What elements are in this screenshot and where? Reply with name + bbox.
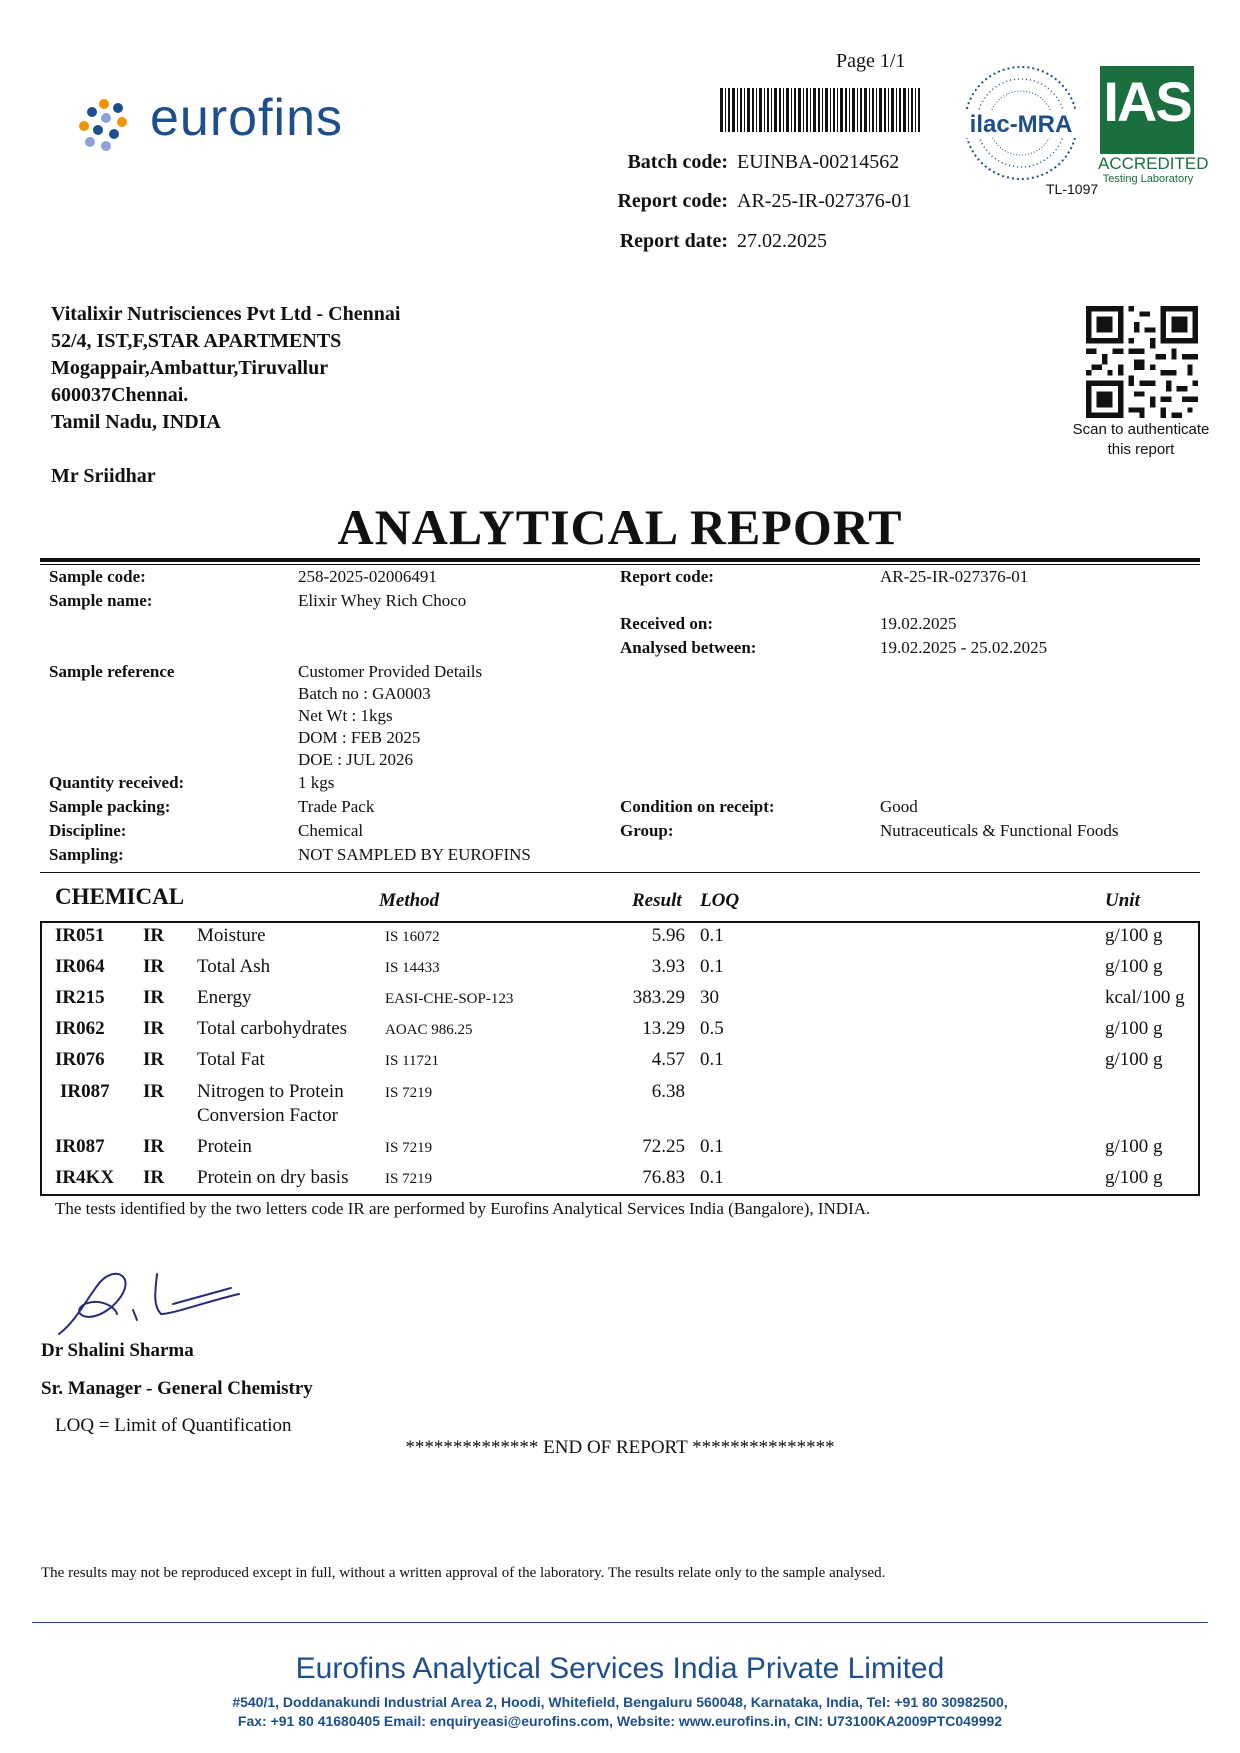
table-row-loq: 0.1 bbox=[700, 1136, 724, 1157]
quantity-value: 1 kgs bbox=[298, 773, 335, 792]
table-row-result: 13.29 bbox=[642, 1018, 685, 1039]
qr-caption-line-1: Scan to authenticate bbox=[1072, 421, 1210, 438]
report-date-label: Report date: bbox=[619, 230, 728, 252]
column-header-result: Result bbox=[632, 890, 682, 911]
table-row-lab: IR bbox=[143, 925, 165, 946]
ias-text: IAS bbox=[1103, 70, 1191, 133]
table-row-loq: 0.5 bbox=[700, 1018, 724, 1039]
sample-reference-line-3: Net Wt : 1kgs bbox=[298, 706, 393, 725]
footer-rule bbox=[32, 1622, 1208, 1623]
table-row-loq: 0.1 bbox=[700, 1167, 724, 1188]
sample-reference-line-4: DOM : FEB 2025 bbox=[298, 728, 421, 747]
table-row-method: IS 16072 bbox=[385, 929, 440, 945]
client-line-1: Vitalixir Nutrisciences Pvt Ltd - Chennai bbox=[51, 303, 401, 325]
table-row-method: IS 7219 bbox=[385, 1140, 433, 1156]
table-row-lab: IR bbox=[143, 956, 165, 977]
table-row-unit: g/100 g bbox=[1105, 925, 1163, 946]
client-contact: Mr Sriidhar bbox=[51, 465, 156, 487]
table-row-code: IR4KX bbox=[55, 1167, 115, 1188]
barcode-icon bbox=[720, 88, 920, 132]
sample-rule bbox=[40, 872, 1200, 873]
sample-reference-line-5: DOE : JUL 2026 bbox=[298, 750, 414, 769]
table-row-method: IS 14433 bbox=[385, 960, 440, 976]
table-row-code: IR087 bbox=[60, 1081, 110, 1102]
table-row-parameter: Protein bbox=[197, 1136, 252, 1157]
column-header-unit: Unit bbox=[1105, 890, 1140, 911]
table-row-result: 6.38 bbox=[651, 1081, 685, 1102]
table-row-unit: g/100 g bbox=[1105, 1167, 1163, 1188]
chemical-section-title: CHEMICAL bbox=[55, 884, 185, 909]
table-row-parameter: Moisture bbox=[197, 925, 266, 946]
ilac-text: ilac-MRA bbox=[969, 111, 1073, 138]
loq-note: LOQ = Limit of Quantification bbox=[55, 1415, 292, 1436]
lab-code-note: The tests identified by the two letters code IR are performed by Eurofins Analytical Services India (Bangalore), INDIA. bbox=[55, 1199, 871, 1218]
client-line-4: 600037Chennai. bbox=[51, 384, 189, 406]
table-row-loq: 0.1 bbox=[700, 1049, 724, 1070]
column-header-loq: LOQ bbox=[700, 890, 740, 911]
table-row-unit: g/100 g bbox=[1105, 1049, 1163, 1070]
table-row-parameter: Energy bbox=[197, 987, 252, 1008]
table-row-result: 4.57 bbox=[651, 1049, 685, 1070]
table-row-result: 383.29 bbox=[632, 987, 685, 1008]
footer-address-line-2: Fax: +91 80 41680405 Email: enquiryeasi@eurofins.com, Website: www.eurofins.in, CIN: U73100KA2009PTC049992 bbox=[237, 1713, 1003, 1729]
table-row-parameter: Nitrogen to Protein bbox=[197, 1081, 344, 1102]
sample-reference-line-2: Batch no : GA0003 bbox=[298, 684, 431, 703]
table-row-result: 3.93 bbox=[651, 956, 685, 977]
table-row-lab: IR bbox=[143, 1018, 165, 1039]
title-rule-thick bbox=[40, 558, 1200, 562]
table-row-method: IS 7219 bbox=[385, 1171, 433, 1187]
sampling-value: NOT SAMPLED BY EUROFINS bbox=[298, 845, 531, 864]
eurofins-logo-text: eurofins bbox=[150, 89, 343, 147]
condition-label: Condition on receipt: bbox=[620, 797, 775, 816]
table-row-lab: IR bbox=[143, 987, 165, 1008]
table-row-code: IR076 bbox=[55, 1049, 105, 1070]
signature-icon bbox=[55, 1262, 245, 1342]
ias-accredited-text: ACCREDITED bbox=[1098, 154, 1209, 173]
sample-code-label: Sample code: bbox=[49, 567, 146, 586]
signatory-title: Sr. Manager - General Chemistry bbox=[41, 1378, 313, 1399]
table-row-result: 76.83 bbox=[642, 1167, 685, 1188]
sample-name-label: Sample name: bbox=[49, 591, 153, 610]
qr-caption-line-2: this report bbox=[1107, 441, 1175, 458]
table-row-result: 5.96 bbox=[651, 925, 685, 946]
page-number: Page 1/1 bbox=[836, 50, 906, 72]
table-row-unit: g/100 g bbox=[1105, 1136, 1163, 1157]
footer-address-line-1: #540/1, Doddanakundi Industrial Area 2, Hoodi, Whitefield, Bengaluru 560048, Karnataka, India, Tel: +91 80 30982500, bbox=[232, 1694, 1008, 1710]
batch-code-label: Batch code: bbox=[627, 151, 728, 173]
discipline-label: Discipline: bbox=[49, 821, 127, 840]
report-title: ANALYTICAL REPORT bbox=[337, 499, 903, 555]
signatory-name: Dr Shalini Sharma bbox=[41, 1340, 194, 1361]
qr-code-icon[interactable] bbox=[1086, 306, 1198, 418]
table-row-loq: 0.1 bbox=[700, 956, 724, 977]
analysed-between-value: 19.02.2025 - 25.02.2025 bbox=[880, 638, 1048, 657]
tl-code: TL-1097 bbox=[1046, 181, 1099, 197]
table-row-unit: g/100 g bbox=[1105, 1018, 1163, 1039]
table-row-lab: IR bbox=[143, 1049, 165, 1070]
report-date-value: 27.02.2025 bbox=[737, 230, 827, 252]
report-code-value: AR-25-IR-027376-01 bbox=[880, 567, 1029, 586]
table-row-parameter-line-2: Conversion Factor bbox=[197, 1105, 338, 1126]
client-line-3: Mogappair,Ambattur,Tiruvallur bbox=[51, 357, 329, 379]
client-line-5: Tamil Nadu, INDIA bbox=[51, 411, 221, 433]
table-row-code: IR215 bbox=[55, 987, 105, 1008]
header-report-code-label: Report code: bbox=[617, 190, 728, 212]
quantity-label: Quantity received: bbox=[49, 773, 185, 792]
sample-reference-label: Sample reference bbox=[49, 662, 175, 681]
footer-company-name: Eurofins Analytical Services India Private Limited bbox=[295, 1652, 945, 1685]
disclaimer: The results may not be reproduced except in full, without a written approval of the laboratory. The results relate only to the sample analysed. bbox=[41, 1565, 886, 1581]
table-row-code: IR064 bbox=[55, 956, 105, 977]
column-header-method: Method bbox=[379, 890, 440, 911]
packing-label: Sample packing: bbox=[49, 797, 171, 816]
batch-code-value: EUINBA-00214562 bbox=[737, 151, 900, 173]
report-code-label: Report code: bbox=[620, 567, 714, 586]
table-row-method: EASI-CHE-SOP-123 bbox=[385, 991, 514, 1007]
table-row-method: IS 7219 bbox=[385, 1085, 433, 1101]
sample-name-value: Elixir Whey Rich Choco bbox=[298, 591, 467, 610]
table-row-method: AOAC 986.25 bbox=[385, 1022, 473, 1038]
table-row-loq: 30 bbox=[700, 987, 719, 1008]
table-row-code: IR051 bbox=[55, 925, 105, 946]
sample-reference-line-1: Customer Provided Details bbox=[298, 662, 483, 681]
sample-code-value: 258-2025-02006491 bbox=[298, 567, 437, 586]
ias-testing-lab-text: Testing Laboratory bbox=[1102, 173, 1194, 185]
group-label: Group: bbox=[620, 821, 674, 840]
sampling-label: Sampling: bbox=[49, 845, 124, 864]
table-row-method: IS 11721 bbox=[385, 1053, 440, 1069]
end-of-report: ************** END OF REPORT *************** bbox=[405, 1437, 835, 1458]
table-row-parameter: Total Fat bbox=[197, 1049, 265, 1070]
table-row-code: IR062 bbox=[55, 1018, 105, 1039]
table-row-parameter: Total carbohydrates bbox=[197, 1018, 348, 1039]
table-row-parameter: Total Ash bbox=[197, 956, 271, 977]
analysed-between-label: Analysed between: bbox=[620, 638, 757, 657]
discipline-value: Chemical bbox=[298, 821, 364, 840]
client-line-2: 52/4, IST,F,STAR APARTMENTS bbox=[51, 330, 342, 352]
table-row-lab: IR bbox=[143, 1081, 165, 1102]
group-value: Nutraceuticals & Functional Foods bbox=[880, 821, 1119, 840]
table-row-lab: IR bbox=[143, 1167, 165, 1188]
received-on-value: 19.02.2025 bbox=[880, 614, 957, 633]
title-rule-thin bbox=[40, 564, 1200, 565]
qr-caption bbox=[1066, 420, 1216, 460]
table-row-unit: g/100 g bbox=[1105, 956, 1163, 977]
table-row-loq: 0.1 bbox=[700, 925, 724, 946]
header-report-code-value: AR-25-IR-027376-01 bbox=[737, 190, 912, 212]
table-row-code: IR087 bbox=[55, 1136, 105, 1157]
packing-value: Trade Pack bbox=[298, 797, 375, 816]
received-on-label: Received on: bbox=[620, 614, 714, 633]
eurofins-logo-icon bbox=[76, 98, 140, 152]
ilac-mra-logo-icon bbox=[960, 62, 1082, 184]
table-row-unit: kcal/100 g bbox=[1105, 987, 1185, 1008]
table-row-result: 72.25 bbox=[642, 1136, 685, 1157]
condition-value: Good bbox=[880, 797, 918, 816]
table-row-parameter: Protein on dry basis bbox=[197, 1167, 349, 1188]
table-row-lab: IR bbox=[143, 1136, 165, 1157]
